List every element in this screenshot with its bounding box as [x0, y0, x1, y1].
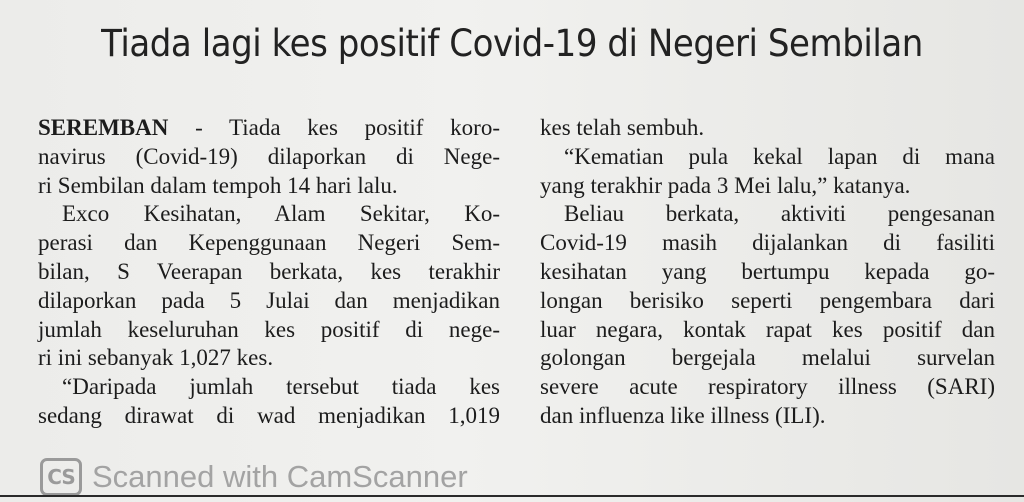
right-column-line: dan influenza like illness (ILI). — [540, 402, 826, 428]
article-column-left — [38, 114, 500, 431]
left-column-line: ri Sembilan dalam tempoh 14 hari lalu. — [38, 172, 398, 198]
camscanner-watermark — [40, 458, 468, 496]
right-column-line: Covid-19 masih dijalankan di fasiliti — [540, 230, 995, 256]
left-column-line: sedang dirawat di wad menjadikan 1,019 — [38, 402, 500, 428]
left-column-line: navirus (Covid-19) dilaporkan di Nege- — [38, 143, 500, 169]
bottom-rule — [0, 495, 1024, 497]
left-column-line: ri ini sebanyak 1,027 kes. — [38, 345, 274, 371]
right-column-line: Beliau berkata, aktiviti pengesanan — [564, 201, 995, 227]
right-column-line: kesihatan yang bertumpu kepada go- — [540, 258, 995, 284]
right-column-line: luar negara, kontak rapat kes positif dan — [540, 316, 995, 342]
camscanner-logo-icon: CS — [40, 458, 82, 496]
right-column-line: yang terakhir pada 3 Mei lalu,” katanya. — [540, 172, 911, 198]
right-column-line: “Kematian pula kekal lapan di mana — [564, 143, 995, 169]
left-column-line: “Daripada jumlah tersebut tiada kes — [62, 374, 500, 400]
line-text: - Tiada kes positif koro- — [168, 115, 500, 140]
left-column-line: Exco Kesihatan, Alam Sekitar, Ko- — [62, 201, 500, 227]
watermark-text: Scanned with CamScanner — [92, 459, 468, 494]
right-column-line: longan berisiko seperti pengembara dari — [540, 287, 995, 313]
article-column-right — [540, 114, 995, 431]
left-column-line: perasi dan Kepenggunaan Negeri Sem- — [38, 230, 500, 256]
left-column-line: dilaporkan pada 5 Julai dan menjadikan — [38, 287, 500, 313]
right-column-line: kes telah sembuh. — [540, 115, 705, 140]
left-column-line: bilan, S Veerapan berkata, kes terakhir — [38, 258, 500, 284]
dateline: SEREMBAN — [38, 115, 169, 140]
left-column-line: jumlah keseluruhan kes positif di nege- — [38, 316, 500, 342]
left-column-line — [38, 114, 500, 143]
right-column-line: severe acute respiratory illness (SARI) — [540, 374, 995, 400]
article-headline: Tiada lagi kes positif Covid-19 di Negeri Sembilan — [101, 22, 923, 65]
right-column-line: golongan bergejala melalui survelan — [540, 345, 995, 371]
